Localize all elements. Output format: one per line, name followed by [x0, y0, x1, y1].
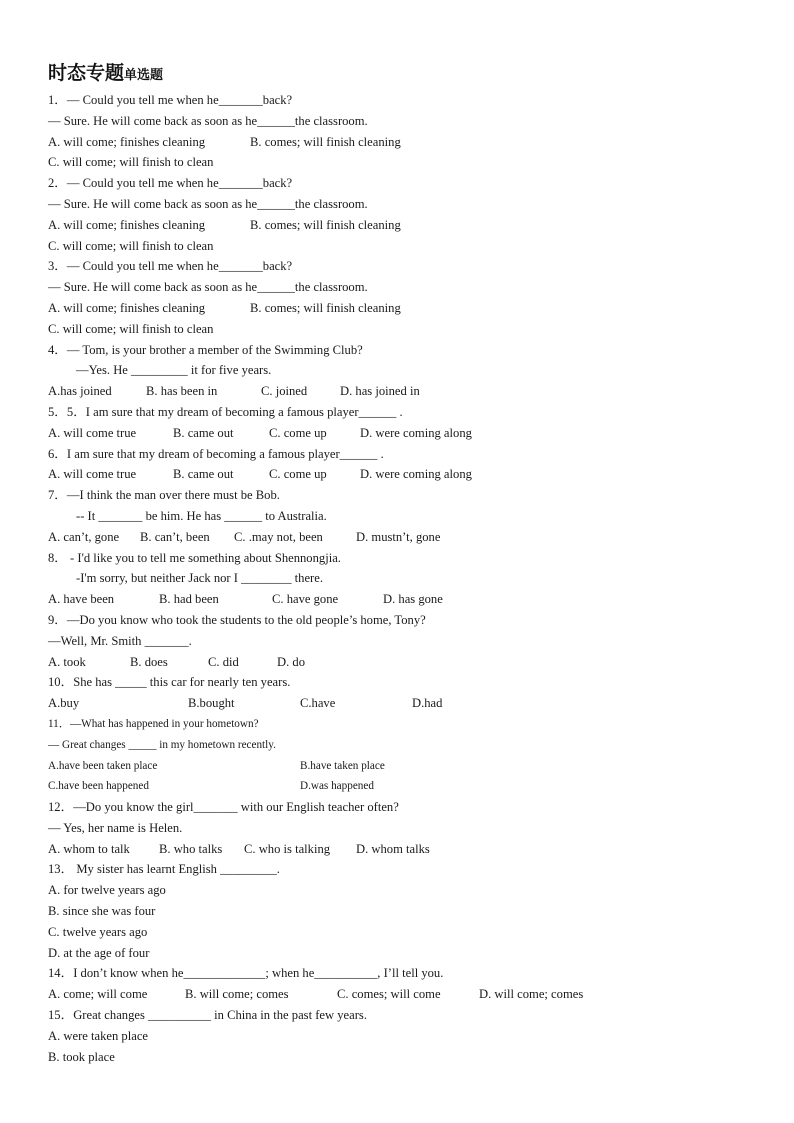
answer-options [48, 652, 768, 673]
answer-options [48, 839, 768, 860]
question-list [48, 90, 768, 1067]
answer-options [48, 776, 768, 797]
answer-option: A. will come; finishes cleaning [48, 300, 206, 315]
answer-option: C. comes; will come [337, 987, 441, 1002]
page-title [48, 58, 163, 85]
answer-option: C. joined [261, 384, 308, 399]
answer-options [48, 423, 768, 444]
answer-option: B. does [130, 654, 168, 669]
question-line: 5．5．I am sure that my dream of becoming a famous player______ . [48, 404, 403, 419]
answer-option: B. comes; will finish cleaning [250, 300, 401, 315]
question-line: — Sure. He will come back as soon as he______the classroom. [48, 196, 368, 211]
answer-options [48, 589, 768, 610]
question-line: 2．— Could you tell me when he_______back? [48, 176, 293, 191]
question-line: C. will come; will finish to clean [48, 155, 214, 170]
question-line: 13． My sister has learnt English _________. [48, 862, 280, 877]
question-line: 1．— Could you tell me when he_______back? [48, 93, 293, 107]
answer-option: A. took [48, 654, 86, 669]
question-line: C. twelve years ago [48, 924, 148, 939]
answer-options [48, 381, 768, 402]
answer-option: C. come up [269, 467, 327, 482]
question-line: — Great changes _____ in my hometown recently. [48, 738, 276, 751]
answer-option: D. whom talks [356, 841, 430, 856]
question-line: —Yes. He _________ it for five years. [76, 363, 272, 378]
answer-options [48, 527, 768, 548]
answer-option: A. will come; finishes cleaning [48, 217, 206, 232]
answer-option: B. comes; will finish cleaning [250, 134, 401, 149]
answer-option: B.have taken place [300, 759, 385, 772]
answer-option: A. have been [48, 592, 115, 607]
question-line: — Yes, her name is Helen. [48, 820, 183, 835]
answer-option: A. can’t, gone [48, 529, 120, 544]
question-line: 15．Great changes __________ in China in the past few years. [48, 1008, 367, 1023]
answer-option: D. mustn’t, gone [356, 529, 441, 544]
answer-option: A. will come true [48, 467, 137, 482]
answer-option: C. did [208, 654, 239, 669]
question-line: C. will come; will finish to clean [48, 238, 214, 253]
answer-option: B. had been [159, 592, 219, 607]
question-line: 14．I don’t know when he_____________; when he__________, I’ll tell you. [48, 966, 444, 981]
answer-options [48, 298, 768, 319]
answer-option: D.had [412, 696, 443, 711]
answer-option: D. has joined in [340, 384, 420, 399]
answer-option: A. whom to talk [48, 841, 130, 856]
question-line: 9．—Do you know who took the students to the old people’s home, Tony? [48, 612, 426, 627]
answer-option: B. who talks [159, 841, 223, 856]
answer-option: C. who is talking [244, 841, 331, 856]
question-line: B. took place [48, 1049, 115, 1064]
question-line: 6．I am sure that my dream of becoming a famous player______ . [48, 446, 384, 461]
answer-option: A.has joined [48, 384, 112, 399]
answer-option: C. have gone [272, 592, 339, 607]
answer-option: D. were coming along [360, 467, 472, 482]
answer-option: B. has been in [146, 384, 218, 399]
question-line: C. will come; will finish to clean [48, 321, 214, 336]
question-line: — Sure. He will come back as soon as he______the classroom. [48, 113, 368, 128]
answer-option: D.was happened [300, 780, 374, 793]
answer-option: B. came out [173, 467, 234, 482]
answer-option: A.have been taken place [48, 759, 158, 772]
question-line: 8． - I'd like you to tell me something about Shennongjia. [48, 550, 341, 565]
answer-option: B. comes; will finish cleaning [250, 217, 401, 232]
answer-option: C. .may not, been [234, 529, 323, 544]
answer-option: B.bought [188, 696, 235, 711]
answer-option: B. will come; comes [185, 987, 289, 1002]
answer-option: D. has gone [383, 592, 443, 607]
answer-option: B. can’t, been [140, 529, 210, 544]
question-line: D. at the age of four [48, 945, 150, 960]
question-line: — Sure. He will come back as soon as he______the classroom. [48, 280, 368, 295]
answer-option: A. will come; finishes cleaning [48, 134, 206, 149]
question-line: 4．— Tom, is your brother a member of the Swimming Club? [48, 342, 363, 357]
answer-options [48, 132, 768, 153]
answer-options [48, 756, 768, 777]
question-line: 12．—Do you know the girl_______ with our English teacher often? [48, 800, 399, 815]
answer-option: A.buy [48, 696, 80, 711]
answer-option: C.have [300, 696, 336, 711]
answer-options [48, 693, 768, 714]
answer-option: D. will come; comes [479, 987, 584, 1002]
answer-option: A. come; will come [48, 987, 148, 1002]
answer-options [48, 464, 768, 485]
question-line: B. since she was four [48, 904, 156, 919]
question-line: 11．—What has happened in your hometown? [48, 717, 259, 730]
title-sub: 单选题 [124, 68, 164, 83]
answer-options [48, 215, 768, 236]
question-line: 3．— Could you tell me when he_______back? [48, 259, 293, 274]
answer-option: A. will come true [48, 425, 137, 440]
question-line: A. for twelve years ago [48, 883, 166, 898]
question-line: -- It _______ be him. He has ______ to Australia. [76, 508, 327, 523]
question-line: 10．She has _____ this car for nearly ten years. [48, 675, 291, 690]
question-line: 7．—I think the man over there must be Bob. [48, 488, 280, 503]
answer-option: C. come up [269, 425, 327, 440]
title-main: 时态专题 [48, 62, 125, 84]
question-line: A. were taken place [48, 1028, 148, 1043]
question-line: —Well, Mr. Smith _______. [48, 633, 192, 648]
question-line: -I'm sorry, but neither Jack nor I ________ there. [76, 571, 323, 586]
answer-option: D. were coming along [360, 425, 472, 440]
answer-options [48, 984, 768, 1005]
answer-option: D. do [277, 654, 305, 669]
answer-option: C.have been happened [48, 780, 149, 793]
answer-option: B. came out [173, 425, 234, 440]
